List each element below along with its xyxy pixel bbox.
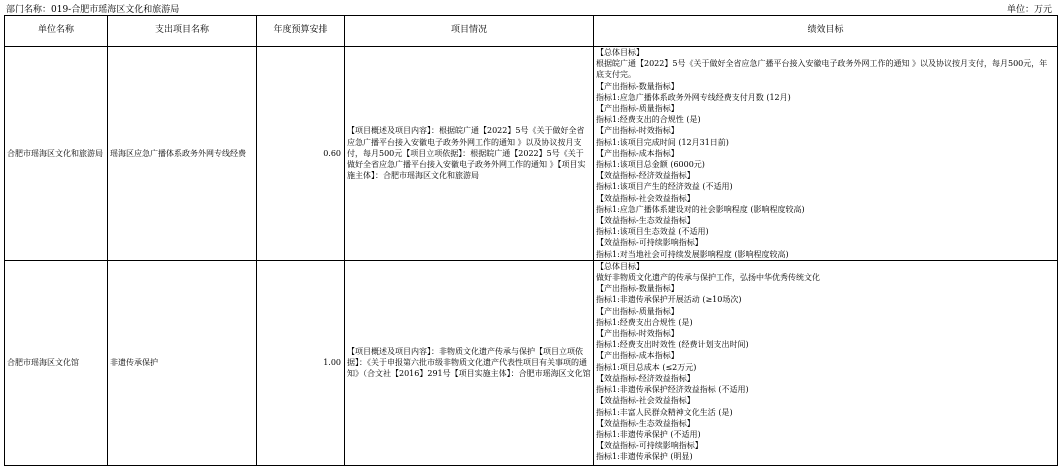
cell-budget: 1.00: [257, 260, 345, 465]
cell-goals: [594, 260, 1058, 465]
goal-line: 指标1:非遗传承保护 (不适用): [596, 429, 701, 439]
goal-line: 【效益指标-经济效益指标】: [596, 171, 695, 181]
goal-line: 指标1:非遗传承保护开展活动 (≥10场次): [596, 295, 742, 305]
goal-line: 指标1:经费支出的合规性 (是): [596, 115, 701, 125]
goal-line: 【产出指标-数量指标】: [596, 284, 679, 294]
cell-goals: [594, 47, 1058, 261]
goal-line: 【效益指标-生态效益指标】: [596, 418, 695, 428]
col-header-unit-name: 单位名称: [5, 16, 108, 47]
goal-line: 【效益指标-生态效益指标】: [596, 216, 695, 226]
goal-line: 指标1:应急广播体系政务外网专线经费支付月数 (12月): [596, 92, 791, 102]
cell-unit-name: 合肥市瑶海区文化和旅游局: [5, 47, 108, 261]
goal-line: 做好非物质文化遗产的传承与保护工作，弘扬中华优秀传统文化: [596, 273, 820, 283]
goal-line: 【总体目标】: [596, 261, 644, 271]
goal-line: 指标1:对当地社会可持续发展影响程度 (影响程度较高): [596, 249, 789, 259]
goal-line: 指标1:该项目产生的经济效益 (不适用): [596, 182, 733, 192]
goal-line: 【产出指标-成本指标】: [596, 351, 679, 361]
goal-line: 指标1:非遗传承保护 (明显): [596, 452, 693, 462]
goal-line: 【效益指标-社会效益指标】: [596, 193, 695, 203]
page-header: [0, 0, 1060, 15]
goal-line: 指标1:丰富人民群众精神文化生活 (是): [596, 407, 733, 417]
goal-line: 指标1:项目总成本 (≤2万元): [596, 362, 697, 372]
goal-line: 【效益指标-可持续影响指标】: [596, 441, 703, 451]
goal-line: 【效益指标-社会效益指标】: [596, 396, 695, 406]
col-header-budget: 年度预算安排: [257, 16, 345, 47]
goal-line: 指标1:该项目总金额 (6000元): [596, 160, 705, 170]
goal-line: 指标1:该项目生态效益 (不适用): [596, 227, 709, 237]
cell-project-name: 非遗传承保护: [108, 260, 257, 465]
goal-line: 【总体目标】: [596, 48, 644, 57]
goal-line: 【产出指标-时效指标】: [596, 329, 679, 339]
goal-line: 【产出指标-成本指标】: [596, 148, 679, 158]
goal-line: 【产出指标-时效指标】: [596, 126, 679, 136]
col-header-project-name: 支出项目名称: [108, 16, 257, 47]
cell-project-name: 瑶海区应急广播体系政务外网专线经费: [108, 47, 257, 261]
goal-line: 指标1:应急广播体系建设对的社会影响程度 (影响程度较高): [596, 204, 805, 214]
goal-line: 指标1:经费支出合规性 (是): [596, 317, 693, 327]
col-header-project-info: 项目情况: [345, 16, 594, 47]
goal-line: 【产出指标-数量指标】: [596, 81, 679, 91]
table-row: [5, 47, 1058, 261]
goal-line: 【产出指标-质量指标】: [596, 104, 679, 114]
goal-line: 指标1:非遗传承保护经济效益指标 (不适用): [596, 385, 749, 395]
table-header-row: [5, 16, 1058, 47]
col-header-goals: 绩效目标: [594, 16, 1058, 47]
cell-project-info: 【项目概述及项目内容】：非物质文化遗产传承与保护【项目立项依据】：《关于申报第六批市级非物质文化遗产代表性项目有关事项的通知》（合文社【2016】291号【项目实施主体】：合肥市瑶海区文化馆: [345, 260, 594, 465]
goal-line: 【产出指标-质量指标】: [596, 306, 679, 316]
cell-project-info: 【项目概述及项目内容】：根据皖广通【2022】5号《关于做好全省应急广播平台接入安徽电子政务外网工作的通知 》以及协议按月支付，每月500元【项目立项依据】：根据皖广通【2022】5号《关于做好全省应急广播平台接入安徽电子政务外网工作的通知 》【项目实施主体】：合肥市瑶海区文化和旅游局: [345, 47, 594, 261]
unit-label: 单位：万元: [1006, 5, 1052, 15]
goal-line: 【效益指标-可持续影响指标】: [596, 238, 703, 248]
goal-line: 根据皖广通【2022】5号《关于做好全省应急广播平台接入安徽电子政务外网工作的通知 》以及协议按月支付，每月500元，年底支付完。: [596, 59, 1048, 80]
cell-unit-name: 合肥市瑶海区文化馆: [5, 260, 108, 465]
table-row: [5, 260, 1058, 465]
department-name: 部门名称：019-合肥市瑶海区文化和旅游局: [6, 5, 180, 15]
goal-line: 指标1:经费支出时效性 (经费计划支出时间): [596, 340, 749, 350]
goal-line: 指标1:该项目完成时间 (12月31日前): [596, 137, 729, 147]
performance-table: [4, 15, 1058, 466]
cell-budget: 0.60: [257, 47, 345, 261]
goal-line: 【效益指标-经济效益指标】: [596, 373, 695, 383]
